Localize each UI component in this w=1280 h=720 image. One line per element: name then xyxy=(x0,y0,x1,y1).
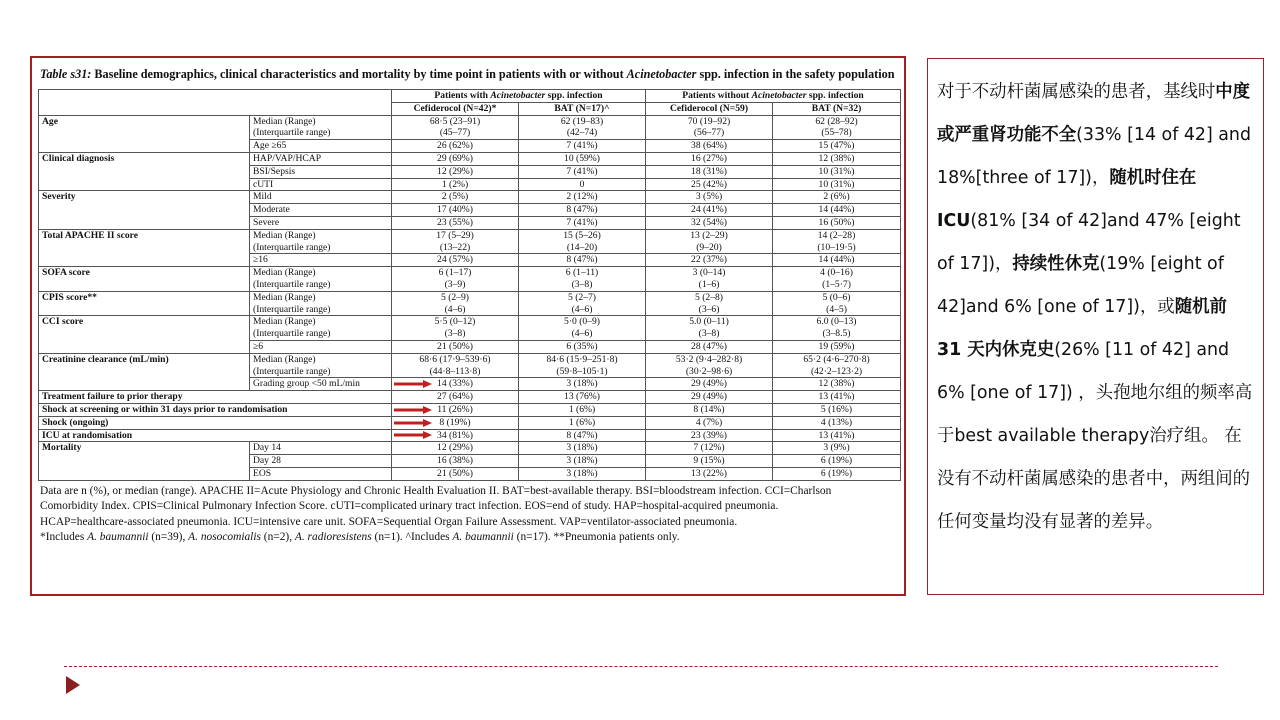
table-header-row xyxy=(39,90,901,103)
table-cell: 84·6 (15·9–251·8) (59·8–105·1) xyxy=(519,353,646,378)
table-cell: 13 (2–29) (9–20) xyxy=(646,229,773,254)
table-cell: 10 (59%) xyxy=(519,152,646,165)
table-cell-highlighted: 34 (81%) xyxy=(392,429,519,442)
table-cell: 6 (1–17) (3–9) xyxy=(392,267,519,292)
table-cell: 16 (27%) xyxy=(646,152,773,165)
summary-text: (19% [eight of 42]and 6% [one of 17])，或 xyxy=(937,254,1224,317)
table-cell: 29 (49%) xyxy=(646,378,773,391)
row-sublabel: ≥6 xyxy=(250,340,392,353)
row-sublabel: cUTI xyxy=(250,178,392,191)
table-cell: 6 (19%) xyxy=(773,455,901,468)
table-cell: 12 (29%) xyxy=(392,165,519,178)
table-row xyxy=(39,353,901,378)
header-bat-without: BAT (N=32) xyxy=(773,102,901,115)
table-cell: 9 (15%) xyxy=(646,455,773,468)
table-cell: 5·5 (0–12) (3–8) xyxy=(392,316,519,341)
table-cell: 7 (12%) xyxy=(646,442,773,455)
header-bat-with: BAT (N=17)^ xyxy=(519,102,646,115)
row-sublabel: ≥16 xyxy=(250,254,392,267)
table-row xyxy=(39,429,901,442)
demographics-table xyxy=(38,89,901,481)
red-arrow-icon xyxy=(394,431,432,439)
table-cell: 26 (62%) xyxy=(392,140,519,153)
table-cell: 1 (6%) xyxy=(519,416,646,429)
table-title-text-end: spp. infection in the safety population xyxy=(696,67,895,81)
table-cell: 25 (42%) xyxy=(646,178,773,191)
row-sublabel: Grading group <50 mL/min xyxy=(250,378,392,391)
table-cell: 5.0 (0–11) (3–8) xyxy=(646,316,773,341)
table-cell: 28 (47%) xyxy=(646,340,773,353)
row-label-shock-31-days: Shock at screening or within 31 days prior to randomisation xyxy=(39,403,392,416)
row-sublabel: Age ≥65 xyxy=(250,140,392,153)
play-triangle-icon xyxy=(66,676,80,694)
table-cell: 3 (9%) xyxy=(773,442,901,455)
table-cell: 1 (2%) xyxy=(392,178,519,191)
summary-text: (33% [14 of 42] and 18%[three of 17])， xyxy=(937,125,1251,188)
table-cell: 4 (0–16) (1–5·7) xyxy=(773,267,901,292)
row-label-treatment-failure: Treatment failure to prior therapy xyxy=(39,391,392,404)
summary-text: 对于不动杆菌属感染的患者，基线时 xyxy=(937,82,1216,102)
table-cell: 17 (40%) xyxy=(392,204,519,217)
row-sublabel: Median (Range) (Interquartile range) xyxy=(250,353,392,378)
row-sublabel: Severe xyxy=(250,216,392,229)
table-cell: 29 (49%) xyxy=(646,391,773,404)
table-cell: 10 (31%) xyxy=(773,165,901,178)
table-cell: 13 (41%) xyxy=(773,391,901,404)
table-row xyxy=(39,191,901,204)
table-footnotes xyxy=(40,484,898,546)
table-cell: 21 (50%) xyxy=(392,340,519,353)
table-cell: 5 (2–9) (4–6) xyxy=(392,291,519,316)
table-row xyxy=(39,391,901,404)
row-sublabel: Median (Range) (Interquartile range) xyxy=(250,115,392,140)
table-row xyxy=(39,403,901,416)
row-sublabel: BSI/Sepsis xyxy=(250,165,392,178)
table-row xyxy=(39,291,901,316)
table-cell: 65·2 (4·6–270·8) (42·2–123·2) xyxy=(773,353,901,378)
row-label-cci: CCI score xyxy=(39,316,250,353)
summary-highlight: 随机前 31 天内休克史 xyxy=(937,297,1227,360)
table-cell: 12 (29%) xyxy=(392,442,519,455)
table-cell: 8 (47%) xyxy=(519,429,646,442)
table-cell: 15 (47%) xyxy=(773,140,901,153)
red-arrow-icon xyxy=(394,380,432,388)
table-cell: 14 (2–28) (10–19·5) xyxy=(773,229,901,254)
table-cell: 27 (64%) xyxy=(392,391,519,404)
summary-text-box xyxy=(927,58,1264,595)
row-label-creatinine: Creatinine clearance (mL/min) xyxy=(39,353,250,390)
footnote-line: Comorbidity Index. CPIS=Clinical Pulmonary Infection Score. cUTI=complicated urinary tract infection. EOS=end of study. HAP=hospital-acquired pneumonia. xyxy=(40,500,779,513)
table-cell: 22 (37%) xyxy=(646,254,773,267)
table-title-text: Baseline demographics, clinical characteristics and mortality by time point in patients with or without xyxy=(91,67,627,81)
table-cell: 8 (47%) xyxy=(519,204,646,217)
table-cell: 68·5 (23–91) (45–77) xyxy=(392,115,519,140)
row-sublabel: HAP/VAP/HCAP xyxy=(250,152,392,165)
table-cell: 3 (0–14) (1–6) xyxy=(646,267,773,292)
table-cell: 53·2 (9·4–282·8) (30·2–98·6) xyxy=(646,353,773,378)
table-cell: 5 (2–7) (4–6) xyxy=(519,291,646,316)
table-cell: 2 (5%) xyxy=(392,191,519,204)
table-cell: 5·0 (0–9) (4–6) xyxy=(519,316,646,341)
header-blank xyxy=(39,90,392,116)
table-cell: 5 (16%) xyxy=(773,403,901,416)
table-row xyxy=(39,152,901,165)
table-cell: 38 (64%) xyxy=(646,140,773,153)
table-cell: 13 (41%) xyxy=(773,429,901,442)
row-sublabel: EOS xyxy=(250,467,392,480)
footnote-line: HCAP=healthcare-associated pneumonia. ICU=intensive care unit. SOFA=Sequential Organ Failure Assessment. VAP=ventilator-associated pneumonia. xyxy=(40,515,738,528)
table-cell: 3 (18%) xyxy=(519,467,646,480)
table-cell: 7 (41%) xyxy=(519,216,646,229)
table-cell: 62 (19–83) (42–74) xyxy=(519,115,646,140)
table-cell: 4 (7%) xyxy=(646,416,773,429)
table-cell: 6.0 (0–13) (3–8.5) xyxy=(773,316,901,341)
table-cell: 5 (2–8) (3–6) xyxy=(646,291,773,316)
table-cell: 3 (18%) xyxy=(519,378,646,391)
table-row xyxy=(39,442,901,455)
row-label-shock-ongoing: Shock (ongoing) xyxy=(39,416,392,429)
table-cell: 21 (50%) xyxy=(392,467,519,480)
table-cell: 29 (69%) xyxy=(392,152,519,165)
header-group-without: Patients without Acinetobacter spp. infection xyxy=(646,90,901,103)
table-cell: 14 (44%) xyxy=(773,254,901,267)
table-cell: 24 (41%) xyxy=(646,204,773,217)
table-cell: 2 (6%) xyxy=(773,191,901,204)
footnote-line: *Includes A. baumannii (n=39), A. nosocomialis (n=2), A. radioresistens (n=1). ^Includes A. baumannii (n=17). **Pneumonia patients only. xyxy=(40,531,680,544)
header-cef-without: Cefiderocol (N=59) xyxy=(646,102,773,115)
summary-text: (81% [34 of 42]and 47% [eight of 17])， xyxy=(937,211,1241,274)
table-cell: 6 (1–11) (3–8) xyxy=(519,267,646,292)
header-group-with: Patients with Acinetobacter spp. infection xyxy=(392,90,646,103)
table-row xyxy=(39,115,901,140)
table-cell: 6 (19%) xyxy=(773,467,901,480)
table-cell: 2 (12%) xyxy=(519,191,646,204)
row-sublabel: Day 28 xyxy=(250,455,392,468)
table-cell: 12 (38%) xyxy=(773,152,901,165)
table-row xyxy=(39,229,901,254)
row-sublabel: Median (Range) (Interquartile range) xyxy=(250,229,392,254)
summary-highlight: 中度或严重肾功能不全 xyxy=(937,82,1251,145)
row-label-icu: ICU at randomisation xyxy=(39,429,392,442)
table-row xyxy=(39,267,901,292)
table-cell: 5 (0–6) (4–5) xyxy=(773,291,901,316)
table-cell: 18 (31%) xyxy=(646,165,773,178)
table-cell: 16 (38%) xyxy=(392,455,519,468)
table-cell: 7 (41%) xyxy=(519,140,646,153)
row-label-sofa: SOFA score xyxy=(39,267,250,292)
table-cell: 8 (14%) xyxy=(646,403,773,416)
table-cell: 3 (18%) xyxy=(519,455,646,468)
row-sublabel: Mild xyxy=(250,191,392,204)
table-cell: 24 (57%) xyxy=(392,254,519,267)
table-cell: 68·6 (17·9–539·6) (44·8–113·8) xyxy=(392,353,519,378)
table-cell: 3 (5%) xyxy=(646,191,773,204)
table-row xyxy=(39,316,901,341)
table-cell: 15 (5–26) (14–20) xyxy=(519,229,646,254)
summary-highlight: 随机时住在ICU xyxy=(937,168,1197,231)
row-label-diagnosis: Clinical diagnosis xyxy=(39,152,250,190)
row-sublabel: Median (Range) (Interquartile range) xyxy=(250,267,392,292)
table-title xyxy=(40,66,898,83)
table-cell: 1 (6%) xyxy=(519,403,646,416)
table-cell: 70 (19–92) (56–77) xyxy=(646,115,773,140)
row-label-age: Age xyxy=(39,115,250,152)
table-cell: 62 (28–92) (55–78) xyxy=(773,115,901,140)
table-cell: 19 (59%) xyxy=(773,340,901,353)
table-cell-highlighted: 11 (26%) xyxy=(392,403,519,416)
row-label-cpis: CPIS score** xyxy=(39,291,250,316)
table-cell: 12 (38%) xyxy=(773,378,901,391)
summary-highlight: 持续性休克 xyxy=(1012,254,1100,274)
table-cell: 10 (31%) xyxy=(773,178,901,191)
header-cef-with: Cefiderocol (N=42)* xyxy=(392,102,519,115)
red-arrow-icon xyxy=(394,406,432,414)
table-cell: 32 (54%) xyxy=(646,216,773,229)
table-cell-highlighted: 8 (19%) xyxy=(392,416,519,429)
table-cell: 0 xyxy=(519,178,646,191)
footnote-line: Data are n (%), or median (range). APACHE II=Acute Physiology and Chronic Health Evaluation II. BAT=best-available therapy. BSI=bloodstream infection. CCI=Charlson xyxy=(40,484,832,497)
table-cell: 6 (35%) xyxy=(519,340,646,353)
table-cell: 17 (5–29) (13–22) xyxy=(392,229,519,254)
table-cell: 4 (13%) xyxy=(773,416,901,429)
red-arrow-icon xyxy=(394,419,432,427)
bottom-divider xyxy=(64,666,1218,667)
table-cell-highlighted: 14 (33%) xyxy=(392,378,519,391)
table-cell: 23 (39%) xyxy=(646,429,773,442)
table-cell: 3 (18%) xyxy=(519,442,646,455)
table-number: Table s31: xyxy=(40,67,92,81)
table-cell: 13 (22%) xyxy=(646,467,773,480)
row-label-severity: Severity xyxy=(39,191,250,229)
table-title-organism: Acinetobacter xyxy=(626,67,697,81)
table-figure xyxy=(30,56,906,596)
table-cell: 13 (76%) xyxy=(519,391,646,404)
row-sublabel: Moderate xyxy=(250,204,392,217)
summary-text: (26% [11 of 42] and 6% [one of 17]) ，头孢地尔组的频率高于best available therapy治疗组。 在没有不动杆菌属感染的患者中，两组间的任何变量均没有显著的差异。 xyxy=(937,340,1253,532)
row-label-apache: Total APACHE II score xyxy=(39,229,250,266)
table-cell: 14 (44%) xyxy=(773,204,901,217)
table-row xyxy=(39,416,901,429)
row-sublabel: Day 14 xyxy=(250,442,392,455)
table-cell: 16 (50%) xyxy=(773,216,901,229)
table-cell: 23 (55%) xyxy=(392,216,519,229)
row-sublabel: Median (Range) (Interquartile range) xyxy=(250,291,392,316)
table-cell: 8 (47%) xyxy=(519,254,646,267)
table-cell: 7 (41%) xyxy=(519,165,646,178)
row-sublabel: Median (Range) (Interquartile range) xyxy=(250,316,392,341)
row-label-mortality: Mortality xyxy=(39,442,250,480)
